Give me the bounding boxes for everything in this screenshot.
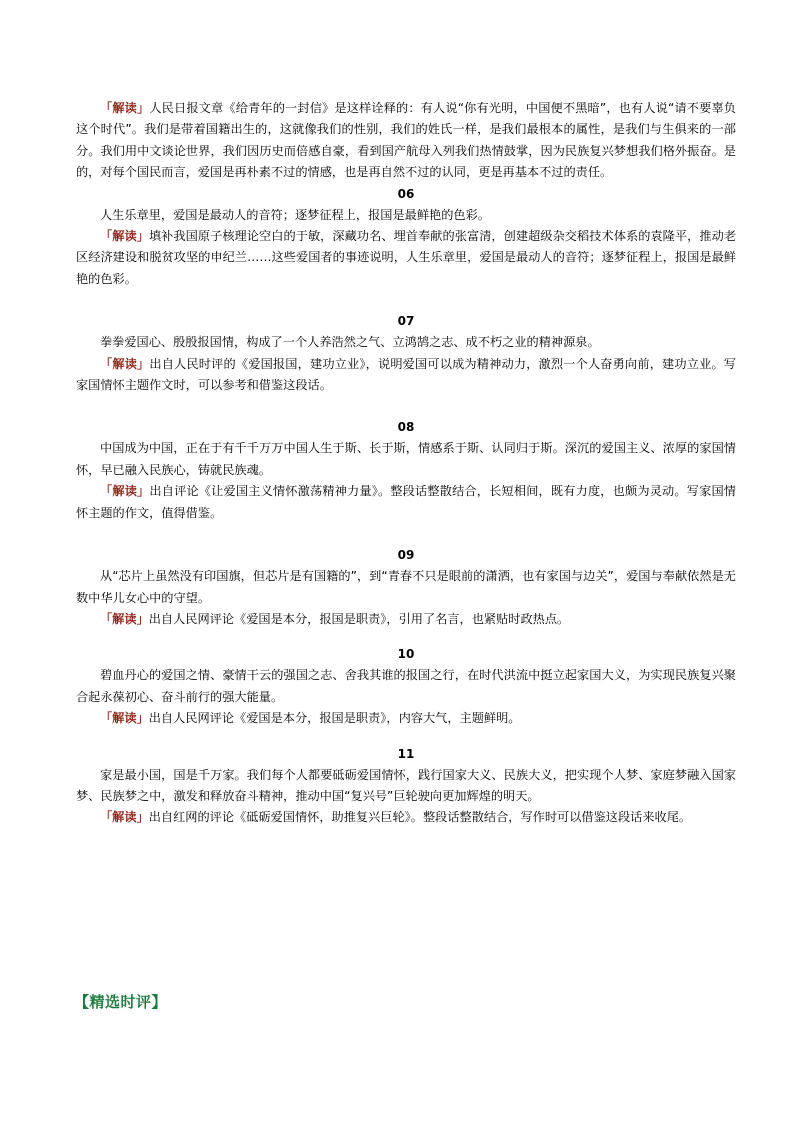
analysis-tag: 「解读」 (100, 229, 149, 244)
analysis-text: 出自人民网评论《爱国是本分，报国是职责》，引用了名言，也紧贴时政热点。 (148, 611, 570, 626)
quote-paragraph: 中国成为中国，正在于有千千万万中国人生于斯、长于斯，情感系于斯、认同归于斯。深沉的爱国主义、浓厚的家国情怀，早已融入民族心，铸就民族魂。 (76, 441, 736, 477)
section-number: 07 (397, 314, 415, 329)
quote-paragraph: 从“芯片上虽然没有印国旗，但芯片是有国籍的”，到“青春不只是眼前的潇洒，也有家国与边关”，爱国与奉献依然是无数中华儿女心中的守望。 (76, 569, 736, 605)
analysis-paragraph (76, 481, 736, 524)
analysis-paragraph (76, 708, 736, 729)
section-number: 11 (397, 746, 415, 761)
section-number: 06 (397, 186, 415, 201)
analysis-tag: 「解读」 (100, 356, 150, 371)
spacer (76, 290, 736, 311)
section-number: 08 (397, 420, 415, 435)
analysis-tag: 「解读」 (100, 611, 149, 626)
quote-paragraph: 人生乐章里，爱国是最动人的音符；逐梦征程上，报国是最鲜艳的色彩。 (100, 207, 490, 222)
spacer (76, 524, 736, 545)
analysis-text: 出自红网的评论《砥砺爱国情怀，助推复兴巨轮》。整段话整散结合，写作时可以借鉴这段话来收尾。 (148, 810, 692, 825)
section-heading-featured-commentary: 【精选时评】 (74, 993, 168, 1011)
spacer (76, 630, 736, 644)
analysis-text: 出自评论《让爱国主义情怀激荡精神力量》。整段话整散结合，长短相间，既有力度，也颇为灵动。写家国情怀主题的作文，值得借鉴。 (76, 484, 736, 520)
analysis-tag: 「解读」 (100, 484, 150, 499)
section-number: 09 (397, 548, 415, 563)
analysis-tag: 「解读」 (100, 810, 149, 825)
quote-paragraph: 家是最小国，国是千万家。我们每个人都要砥砺爱国情怀，践行国家大义、民族大义，把实现个人梦、家庭梦融入国家梦、民族梦之中，激发和释放奋斗精神，推动中国“复兴号”巨轮驶向更加辉煌的明天。 (76, 767, 736, 803)
spacer (76, 396, 736, 417)
analysis-paragraph (76, 354, 736, 397)
section-number: 10 (397, 647, 415, 662)
intro-text: 人民日报文章《给青年的一封信》是这样诠释的：有人说“你有光明，中国便不黑暗”，也有人说“请不要辜负这个时代”。我们是带着国籍出生的，这就像我们的性别，我们的姓氏一样，是我们最根本的属性，是我们与生俱来的一部分。我们用中文谈论世界，我们因历史而倍感自豪，看到国产航母入列我们热情鼓掌，因为民族复兴梦想我们格外振奋。是的，对每个国民而言，爱国是再朴素不过的情感，也是再自然不过的认同，更是再基本不过的责任。 (76, 101, 736, 180)
analysis-tag: 「解读」 (100, 711, 149, 726)
spacer (76, 730, 736, 744)
analysis-text: 填补我国原子核理论空白的于敏，深藏功名、埋首奉献的张富清，创建超级杂交稻技术体系的袁隆平，推动老区经济建设和脱贫攻坚的申纪兰……这些爱国者的事迹说明，人生乐章里，爱国是最动人的音符；逐梦征程上，报国是最鲜艳的色彩。 (76, 229, 737, 286)
analysis-paragraph (76, 807, 736, 828)
article-body (76, 98, 736, 829)
analysis-text: 出自人民网评论《爱国是本分，报国是职责》，内容大气，主题鲜明。 (148, 711, 521, 726)
quote-paragraph: 碧血丹心的爱国之情、豪情干云的强国之志、舍我其谁的报国之行，在时代洪流中挺立起家国大义，为实现民族复兴聚合起永葆初心、奋斗前行的强大能量。 (76, 668, 736, 704)
quote-paragraph: 拳拳爱国心、殷殷报国情，构成了一个人养浩然之气、立鸿鹄之志、成不朽之业的精神源泉。 (100, 335, 600, 350)
analysis-text: 出自人民时评的《爱国报国，建功立业》，说明爱国可以成为精神动力，激烈一个人奋勇向前，建功立业。写家国情怀主题作文时，可以参考和借鉴这段话。 (76, 356, 736, 393)
intro-paragraph (76, 98, 736, 184)
analysis-paragraph (76, 226, 736, 290)
analysis-paragraph (76, 609, 736, 630)
analysis-tag: 「解读」 (100, 101, 150, 115)
